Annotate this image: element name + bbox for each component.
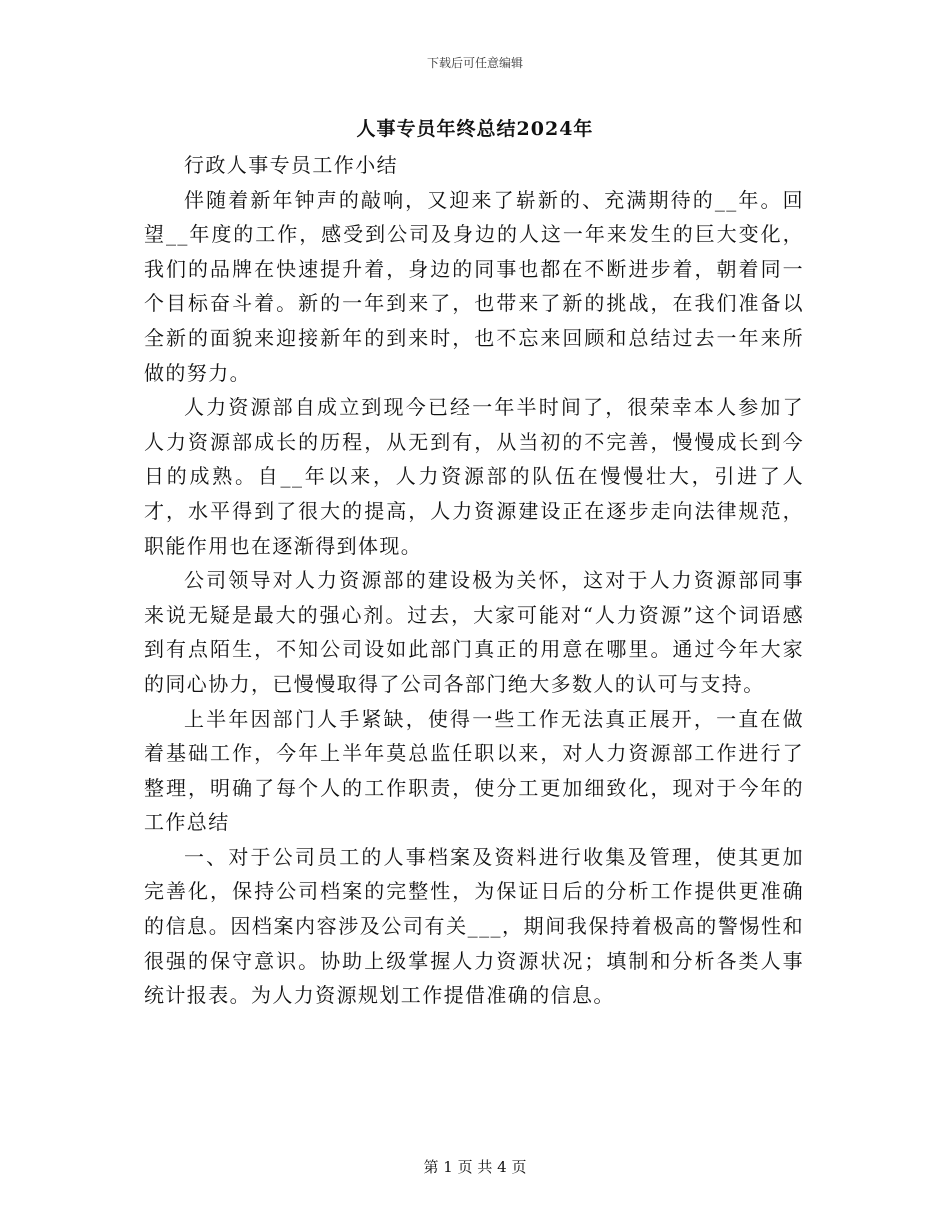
paragraph-5: 一、对于公司员工的人事档案及资料进行收集及管理，使其更加完善化，保持公司档案的完整性，为保证日后的分析工作提供更准确的信息。因档案内容涉及公司有关___，期间我保持着极高的警惕性和很强的保守意识。协助上级掌握人力资源状况；填制和分析各类人事统计报表。为人力资源规划工作提借准确的信息。 xyxy=(144,844,804,1008)
paragraph-1: 伴随着新年钟声的敲响，又迎来了崭新的、充满期待的__年。回望__年度的工作，感受到公司及身边的人这一年来发生的巨大变化，我们的品牌在快速提升着，身边的同事也都在不断进步着，朝着同一个目标奋斗着。新的一年到来了，也带来了新的挑战，在我们准备以全新的面貌来迎接新年的到来时，也不忘来回顾和总结过去一年来所做的努力。 xyxy=(144,187,804,385)
document-subtitle: 行政人事专员工作小结 xyxy=(184,153,398,177)
paragraph-3: 公司领导对人力资源部的建设极为关怀，这对于人力资源部同事来说无疑是最大的强心剂。过去，大家可能对“人力资源”这个词语感到有点陌生，不知公司设如此部门真正的用意在哪里。通过今年大家的同心协力，已慢慢取得了公司各部门绝大多数人的认可与支持。 xyxy=(144,568,804,696)
document-title: 人事专员年终总结2024年 xyxy=(356,118,594,140)
page-number: 第 1 页 共 4 页 xyxy=(423,1158,527,1176)
header-note: 下载后可任意编辑 xyxy=(426,56,523,70)
paragraph-4: 上半年因部门人手紧缺，使得一些工作无法真正展开，一直在做着基础工作，今年上半年莫总监任职以来，对人力资源部工作进行了整理，明确了每个人的工作职责，使分工更加细致化，现对于今年的工作总结 xyxy=(144,706,804,835)
document-body xyxy=(144,148,804,1013)
paragraph-2: 人力资源部自成立到现今已经一年半时间了，很荣幸本人参加了人力资源部成长的历程，从无到有，从当初的不完善，慢慢成长到今日的成熟。自__年以来，人力资源部的队伍在慢慢壮大，引进了人才，水平得到了很大的提高，人力资源建设正在逐步走向法律规范，职能作用也在逐渐得到体现。 xyxy=(144,395,804,558)
